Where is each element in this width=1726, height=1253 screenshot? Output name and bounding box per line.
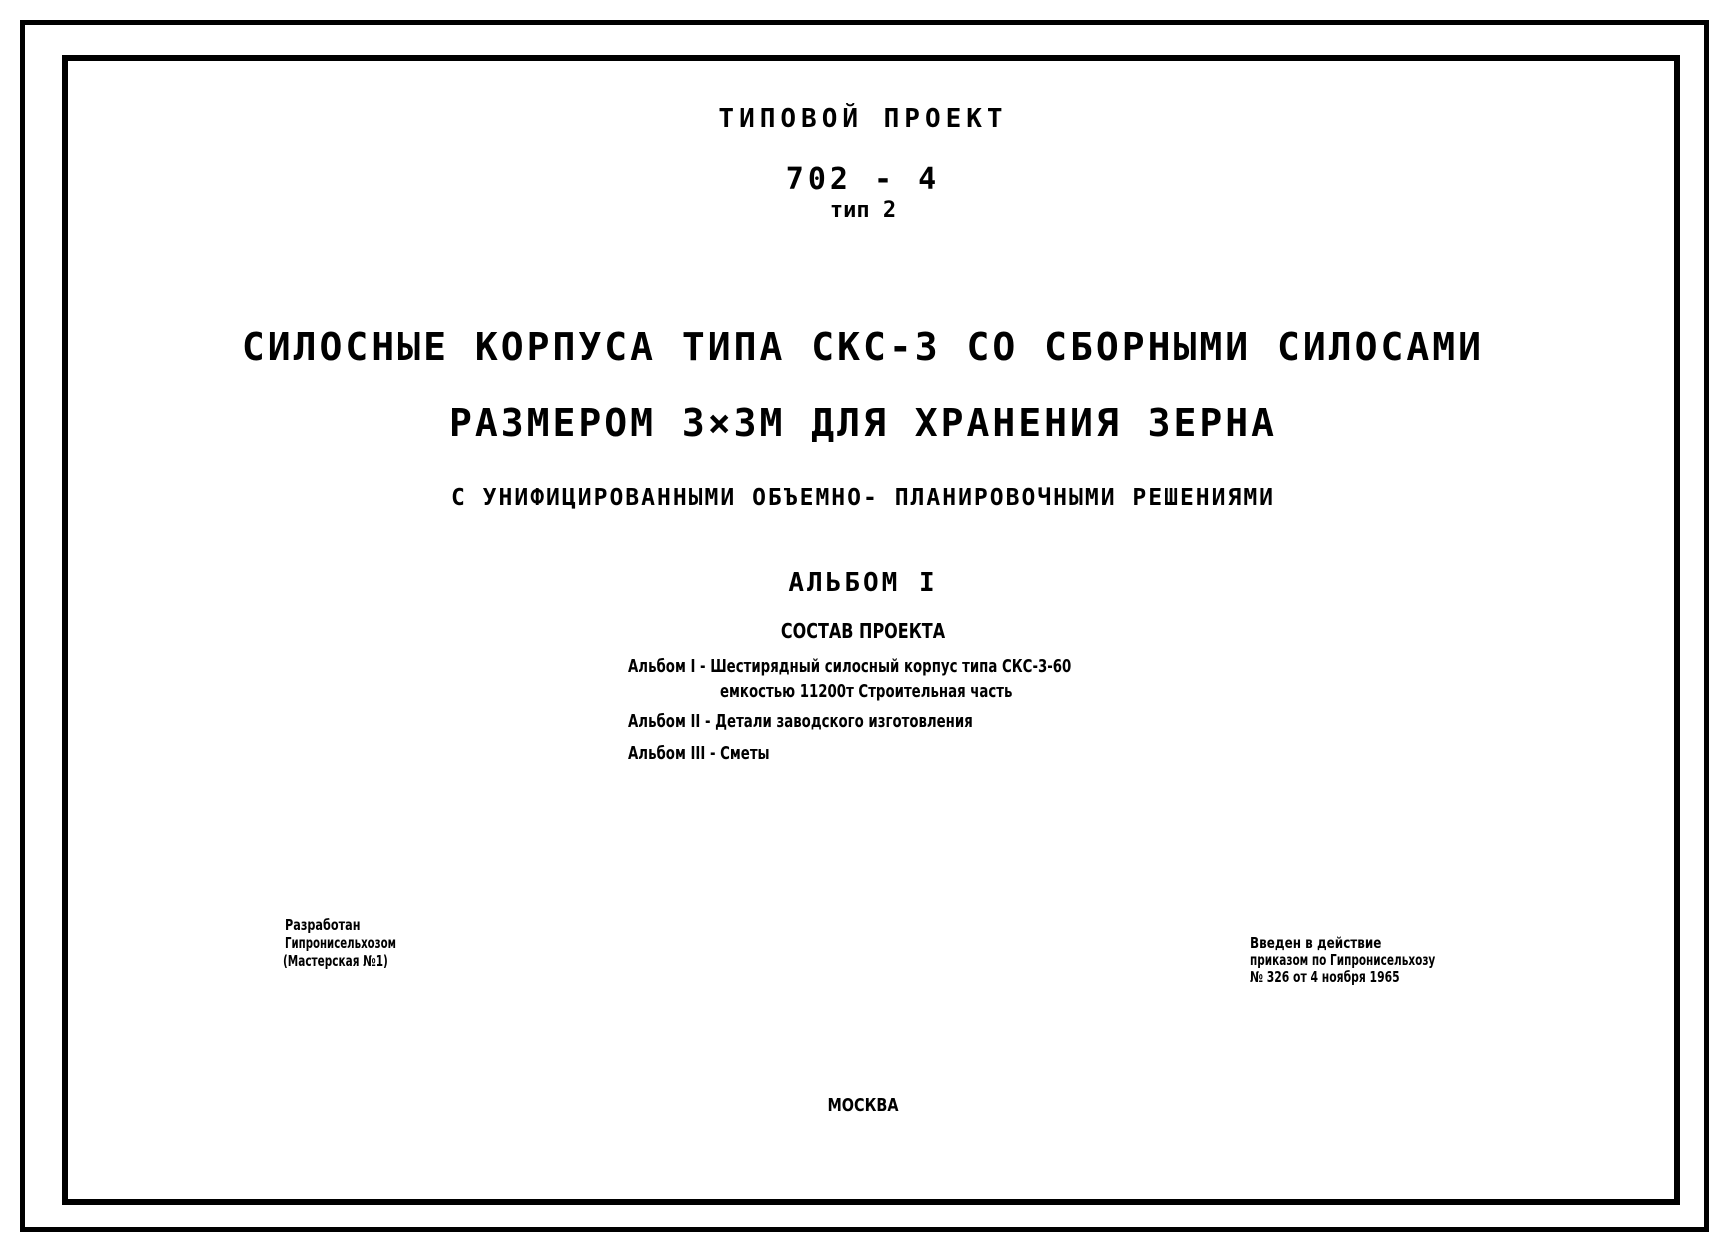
enacted-line-1: Введен в действие — [1250, 934, 1382, 952]
composition-heading: СОСТАВ ПРОЕКТА — [780, 619, 946, 643]
developer-line-1: Разработан — [285, 916, 361, 934]
developer-line-2: Гипронисельхозом — [285, 934, 396, 952]
composition-item-3: Альбом III - Сметы — [628, 743, 770, 764]
project-type: тип 2 — [829, 198, 897, 223]
developer-line-3: (Мастерская №1) — [283, 952, 388, 970]
album-label: АЛЬБОМ I — [788, 568, 938, 598]
composition-item-2: Альбом II - Детали заводского изготовления — [628, 711, 973, 732]
title-line-2: РАЗМЕРОМ 3×3М ДЛЯ ХРАНЕНИЯ ЗЕРНА — [448, 401, 1278, 445]
composition-item-1: Альбом I - Шестирядный силосный корпус типа СКС-3-60 — [628, 656, 1072, 677]
project-number: 702 - 4 — [785, 162, 941, 197]
project-label: ТИПОВОЙ ПРОЕКТ — [718, 104, 1008, 134]
title-line-1: СИЛОСНЫЕ КОРПУСА ТИПА СКС-3 СО СБОРНЫМИ СИЛОСАМИ — [241, 325, 1485, 369]
title-subtitle: С УНИФИЦИРОВАННЫМИ ОБЪЕМНО- ПЛАНИРОВОЧНЫМИ РЕШЕНИЯМИ — [450, 485, 1276, 511]
enacted-line-2: приказом по Гипронисельхозу — [1250, 951, 1436, 969]
city-label: МОСКВА — [827, 1095, 899, 1116]
composition-item-1-cont: емкостью 11200т Строительная часть — [720, 681, 1013, 702]
enacted-line-3: № 326 от 4 ноября 1965 — [1250, 968, 1400, 986]
